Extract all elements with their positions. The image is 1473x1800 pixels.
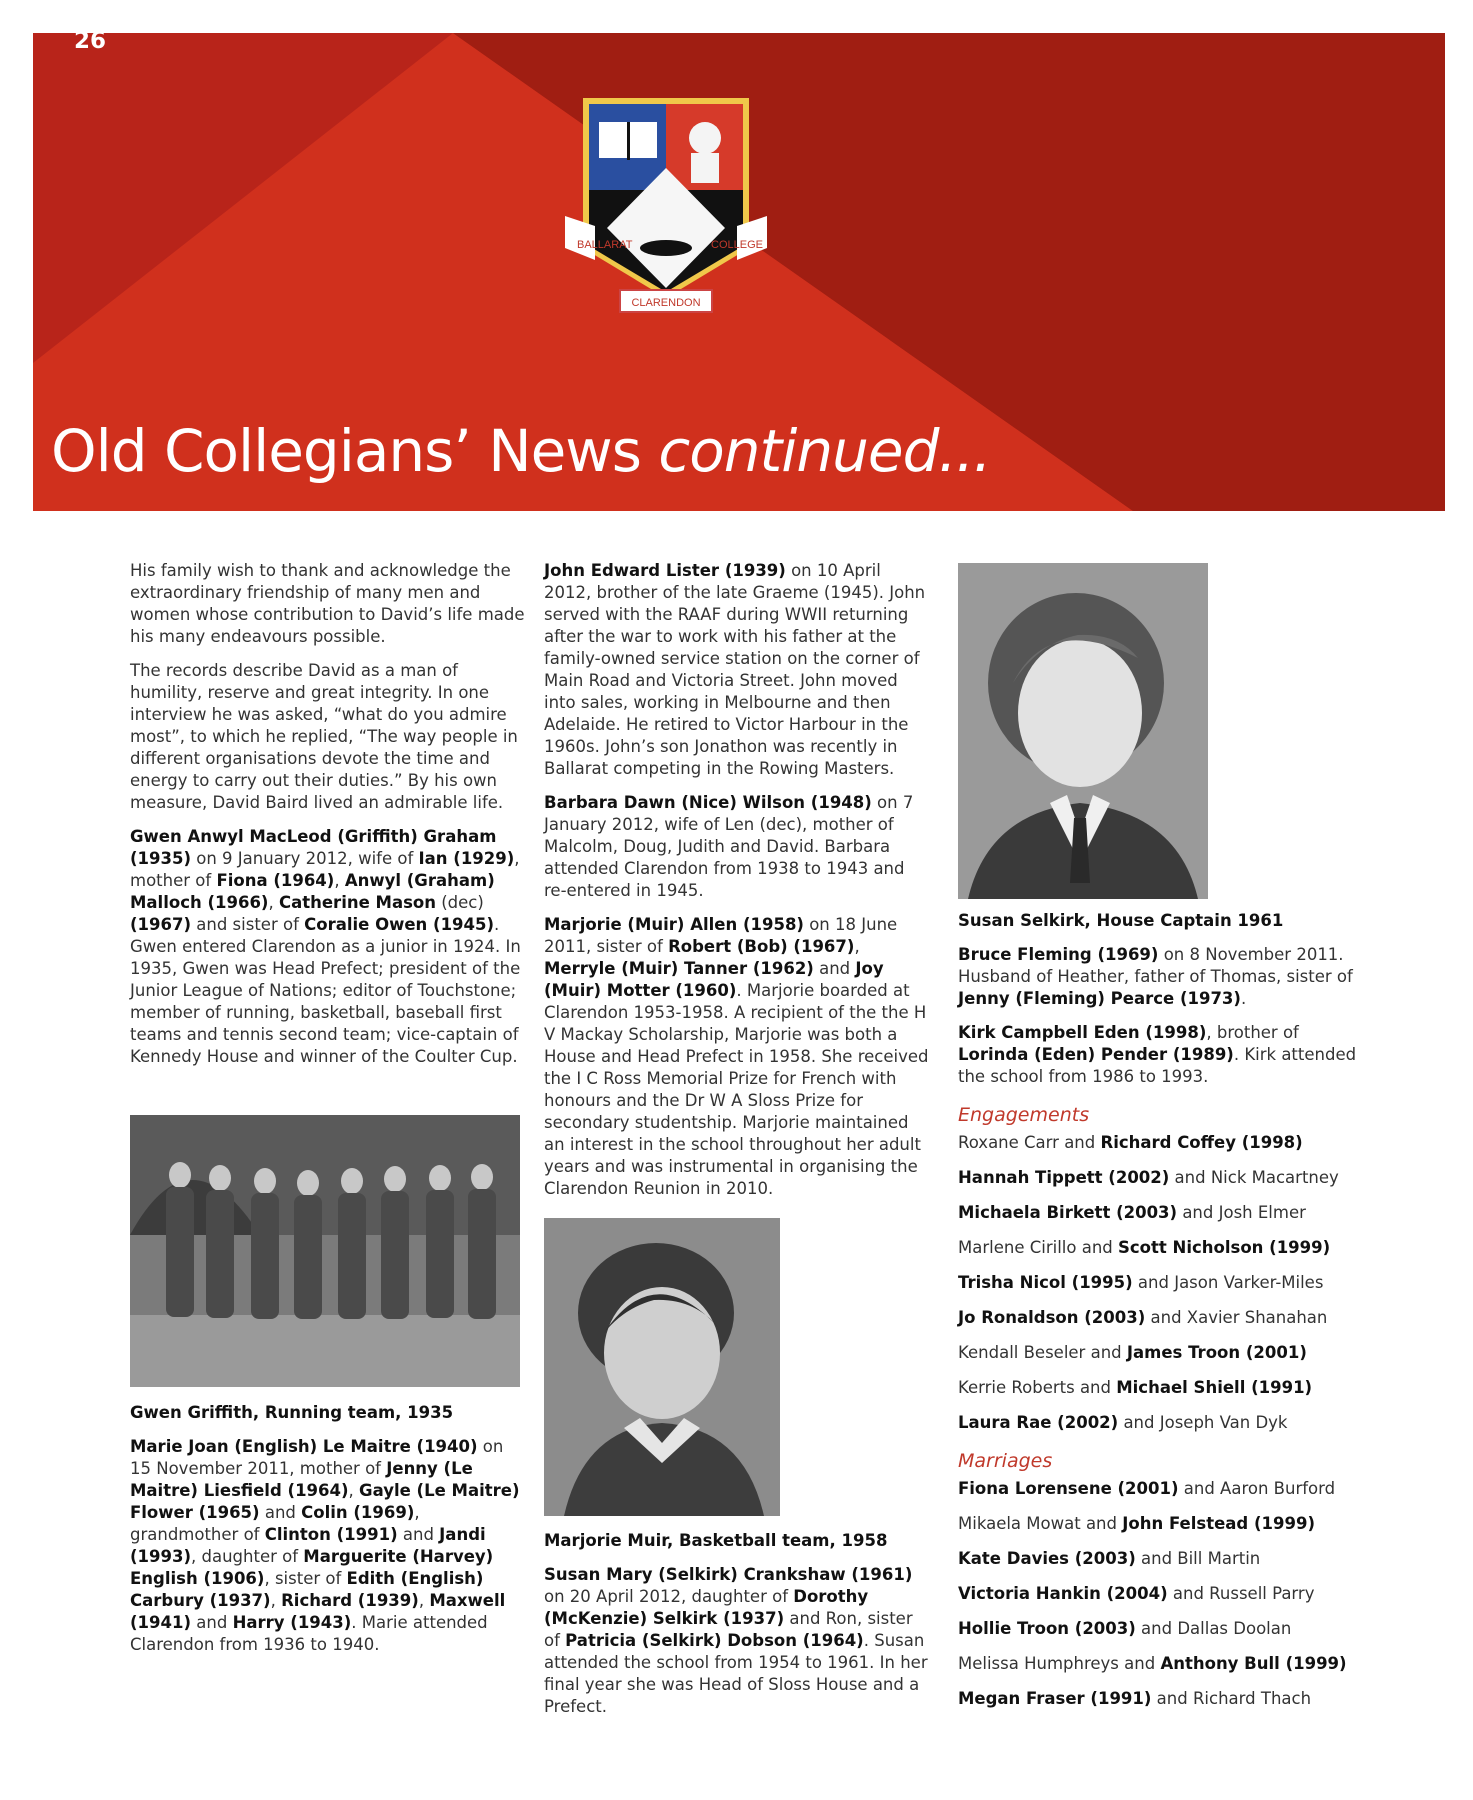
- list-text: and Xavier Shanahan: [1145, 1308, 1328, 1327]
- basketball-portrait-photo: [544, 1218, 780, 1516]
- list-item: [958, 1412, 1358, 1434]
- name-bold: Jandi (1993): [130, 1525, 486, 1566]
- obit-text: on 7 January 2012, wife of Len (dec), mother of Malcolm, Doug, Judith and David. Barbara attended Clarendon from 1938 to 1943 and re-entered in 1945.: [544, 793, 914, 900]
- list-item: [958, 1342, 1358, 1364]
- name-bold: Marjorie (Muir) Allen (1958): [544, 915, 804, 934]
- name-bold: Anthony Bull (1999): [1160, 1654, 1347, 1673]
- list-item: [958, 1377, 1358, 1399]
- obit-text: . Marie attended Clarendon from 1936 to 1940.: [130, 1613, 488, 1654]
- list-item: [958, 1272, 1358, 1294]
- obit-text: and Ron, sister of: [544, 1609, 913, 1650]
- list-item: [958, 1237, 1358, 1259]
- name-bold: Merryle (Muir) Tanner (1962): [544, 959, 814, 978]
- column-2-lower: [544, 1530, 929, 1730]
- photo-caption-house-captain: Susan Selkirk, House Captain 1961: [958, 911, 1284, 930]
- running-team-photo: [130, 1115, 520, 1387]
- name-bold: Jo Ronaldson (2003): [958, 1308, 1146, 1327]
- obit-text: on 15 November 2011, mother of: [130, 1437, 504, 1478]
- obit-text: and: [259, 1503, 302, 1522]
- obit-text: ,: [270, 1591, 282, 1610]
- obit-text: ,: [334, 871, 345, 890]
- column-1-lower: [130, 1402, 525, 1668]
- name-bold: Patricia (Selkirk) Dobson (1964): [565, 1631, 864, 1650]
- obit-text: , brother of: [1206, 1023, 1299, 1042]
- page-title-italic: continued...: [658, 417, 991, 485]
- engagements-list: [958, 1132, 1358, 1434]
- page-title: [51, 417, 991, 485]
- name-bold: John Felstead (1999): [1122, 1514, 1315, 1533]
- photo-caption-basketball-team: Marjorie Muir, Basketball team, 1958: [544, 1531, 888, 1550]
- obit-text: , sister of: [264, 1569, 347, 1588]
- obit-text: and sister of: [191, 915, 305, 934]
- list-item: [958, 1478, 1358, 1500]
- obit-text: . Marjorie boarded at Clarendon 1953-1958. A recipient of the the H V Mackay Scholarship, Marjorie was both a House and Head Prefect in 1958. She received the I C Ross Memorial Prize for French with honours and the Dr W A Sloss Prize for secondary studentship. Marjorie maintained an interest in the school throughout her adult years and was instrumental in organising the Clarendon Reunion in 2010.: [544, 981, 929, 1198]
- obit-text: and: [397, 1525, 440, 1544]
- name-bold: Victoria Hankin (2004): [958, 1584, 1168, 1603]
- obit-text: ,: [854, 937, 860, 956]
- obituary-fleming: [958, 944, 1358, 1010]
- name-bold: Michaela Birkett (2003): [958, 1203, 1178, 1222]
- obit-text: . Gwen entered Clarendon as a junior in 1924. In 1935, Gwen was Head Prefect; president of the Junior League of Nations; editor of Touchstone; member of running, basketball, baseball first teams and tennis second team; vice-captain of Kennedy House and winner of the Coulter Cup.: [130, 915, 521, 1066]
- obit-text: on 8 November 2011. Husband of Heather, father of Thomas, sister of: [958, 945, 1353, 986]
- name-bold: Scott Nicholson (1999): [1118, 1238, 1331, 1257]
- column-2: [544, 560, 929, 1212]
- name-bold: Megan Fraser (1991): [958, 1689, 1152, 1708]
- column-3: [958, 910, 1358, 1723]
- list-text: and Russell Parry: [1167, 1584, 1315, 1603]
- intro-paragraph-2: The records describe David as a man of humility, reserve and great integrity. In one interview he was asked, “what do you admire most”, to which he replied, “The way people in different organisations devote the time and energy to carry out their duties.” By his own measure, David Baird lived an admirable life.: [130, 661, 518, 812]
- list-item: [958, 1513, 1358, 1535]
- name-bold: Barbara Dawn (Nice) Wilson (1948): [544, 793, 872, 812]
- list-text: and Bill Martin: [1135, 1549, 1261, 1568]
- obit-text: ,: [268, 893, 279, 912]
- name-bold: Jenny (Fleming) Pearce (1973): [958, 989, 1241, 1008]
- intro-paragraph-1: His family wish to thank and acknowledge the extraordinary friendship of many men and women whose contribution to David’s life made his many endeavours possible.: [130, 561, 525, 646]
- obituary-wilson: [544, 792, 929, 902]
- obit-text: . Kirk attended the school from 1986 to 1993.: [958, 1045, 1357, 1086]
- list-text: Kerrie Roberts and: [958, 1378, 1117, 1397]
- obit-text: .: [1240, 989, 1247, 1008]
- crest-right-ribbon: COLLEGE: [711, 239, 763, 251]
- name-bold: Gwen Anwyl MacLeod (Griffith) Graham (1935): [130, 827, 497, 868]
- list-item: [958, 1688, 1358, 1710]
- name-bold: Susan Mary (Selkirk) Crankshaw (1961): [544, 1565, 913, 1584]
- obit-text: ,: [418, 1591, 430, 1610]
- name-bold: Joy (Muir) Motter (1960): [544, 959, 884, 1000]
- obit-text: , daughter of: [191, 1547, 304, 1566]
- list-item: [958, 1202, 1358, 1224]
- list-item: [958, 1653, 1358, 1675]
- name-bold: Kate Davies (2003): [958, 1549, 1136, 1568]
- list-item: [958, 1548, 1358, 1570]
- list-text: and Jason Varker-Miles: [1132, 1273, 1324, 1292]
- list-item: [958, 1307, 1358, 1329]
- name-bold: Maxwell (1941): [130, 1591, 506, 1632]
- photo-caption-running-team: Gwen Griffith, Running team, 1935: [130, 1403, 454, 1422]
- list-text: and Joseph Van Dyk: [1118, 1413, 1288, 1432]
- obit-text: on 10 April 2012, brother of the late Graeme (1945). John served with the RAAF during WWII returning after the war to work with his father at the family-owned service station on the corner of Main Road and Victoria Street. John moved into sales, working in Melbourne and then Adelaide. He retired to Victor Harbour in the 1960s. John’s son Jonathon was recently in Ballarat competing in the Rowing Masters.: [544, 561, 926, 778]
- marriages-list: [958, 1478, 1358, 1710]
- name-bold: Marguerite (Harvey) English (1906): [130, 1547, 494, 1588]
- obituary-allen: [544, 914, 929, 1200]
- obit-text: , grandmother of: [130, 1503, 420, 1544]
- list-text: and Josh Elmer: [1177, 1203, 1306, 1222]
- obit-text: on 18 June 2011, sister of: [544, 915, 898, 956]
- house-captain-portrait-photo: [958, 563, 1208, 899]
- name-bold: Ian (1929): [418, 849, 515, 868]
- name-bold: (1967): [130, 915, 192, 934]
- name-bold: Robert (Bob) (1967): [668, 937, 855, 956]
- obituary-crankshaw: [544, 1564, 929, 1718]
- name-bold: Bruce Fleming (1969): [958, 945, 1159, 964]
- obituary-eden: [958, 1022, 1358, 1088]
- name-bold: Dorothy (McKenzie) Selkirk (1937): [544, 1587, 869, 1628]
- list-text: and Richard Thach: [1151, 1689, 1312, 1708]
- name-bold: Catherine Mason: [278, 893, 436, 912]
- obit-text: ,: [348, 1481, 360, 1500]
- name-bold: Michael Shiell (1991): [1116, 1378, 1313, 1397]
- name-bold: Richard (1939): [281, 1591, 419, 1610]
- obituary-lister: [544, 560, 929, 780]
- obituary-lemaitre: [130, 1436, 525, 1656]
- name-bold: Hollie Troon (2003): [958, 1619, 1136, 1638]
- name-bold: Kirk Campbell Eden (1998): [958, 1023, 1207, 1042]
- name-bold: Colin (1969): [301, 1503, 415, 1522]
- list-text: Roxane Carr and: [958, 1133, 1101, 1152]
- name-bold: Harry (1943): [232, 1613, 352, 1632]
- name-bold: Anwyl (Graham) Malloch (1966): [130, 871, 495, 912]
- column-1: [130, 560, 525, 1080]
- crest-left-ribbon: BALLARAT: [577, 239, 633, 251]
- name-bold: Coralie Owen (1945): [304, 915, 495, 934]
- obit-text: (dec): [435, 893, 484, 912]
- name-bold: James Troon (2001): [1126, 1343, 1307, 1362]
- name-bold: Clinton (1991): [264, 1525, 398, 1544]
- name-bold: Laura Rae (2002): [958, 1413, 1119, 1432]
- obit-text: on 9 January 2012, wife of: [191, 849, 419, 868]
- obit-text: and: [191, 1613, 233, 1632]
- list-text: Mikaela Mowat and: [958, 1514, 1123, 1533]
- name-bold: Gayle (Le Maitre) Flower (1965): [130, 1481, 520, 1522]
- name-bold: Edith (English) Carbury (1937): [130, 1569, 484, 1610]
- obit-text: on 20 April 2012, daughter of: [544, 1587, 794, 1606]
- marriages-heading: Marriages: [958, 1450, 1053, 1472]
- header-banner: [33, 33, 1445, 511]
- name-bold: Trisha Nicol (1995): [958, 1273, 1133, 1292]
- obit-text: , mother of: [130, 849, 520, 890]
- list-text: Kendall Beseler and: [958, 1343, 1127, 1362]
- list-text: Marlene Cirillo and: [958, 1238, 1118, 1257]
- crest-bottom-ribbon: CLARENDON: [631, 297, 701, 309]
- name-bold: Marie Joan (English) Le Maitre (1940): [130, 1437, 478, 1456]
- obit-text: . Susan attended the school from 1954 to 1961. In her final year she was Head of Sloss House and a Prefect.: [544, 1631, 928, 1716]
- name-bold: Jenny (Le Maitre) Liesfield (1964): [130, 1459, 473, 1500]
- page-number: 26: [74, 28, 107, 54]
- name-bold: John Edward Lister (1939): [544, 561, 786, 580]
- name-bold: Fiona Lorensene (2001): [958, 1479, 1179, 1498]
- list-text: Melissa Humphreys and: [958, 1654, 1161, 1673]
- name-bold: Lorinda (Eden) Pender (1989): [958, 1045, 1234, 1064]
- obit-text: and: [813, 959, 856, 978]
- list-item: [958, 1618, 1358, 1640]
- page-title-main: Old Collegians’ News: [51, 417, 659, 485]
- college-crest: [565, 98, 767, 320]
- name-bold: Fiona (1964): [216, 871, 335, 890]
- list-item: [958, 1583, 1358, 1605]
- engagements-heading: Engagements: [958, 1104, 1090, 1126]
- list-text: and Dallas Doolan: [1135, 1619, 1292, 1638]
- list-text: and Aaron Burford: [1178, 1479, 1336, 1498]
- list-item: [958, 1167, 1358, 1189]
- name-bold: Richard Coffey (1998): [1100, 1133, 1303, 1152]
- list-text: and Nick Macartney: [1169, 1168, 1339, 1187]
- obituary-graham: [130, 826, 525, 1068]
- list-item: [958, 1132, 1358, 1154]
- name-bold: Hannah Tippett (2002): [958, 1168, 1170, 1187]
